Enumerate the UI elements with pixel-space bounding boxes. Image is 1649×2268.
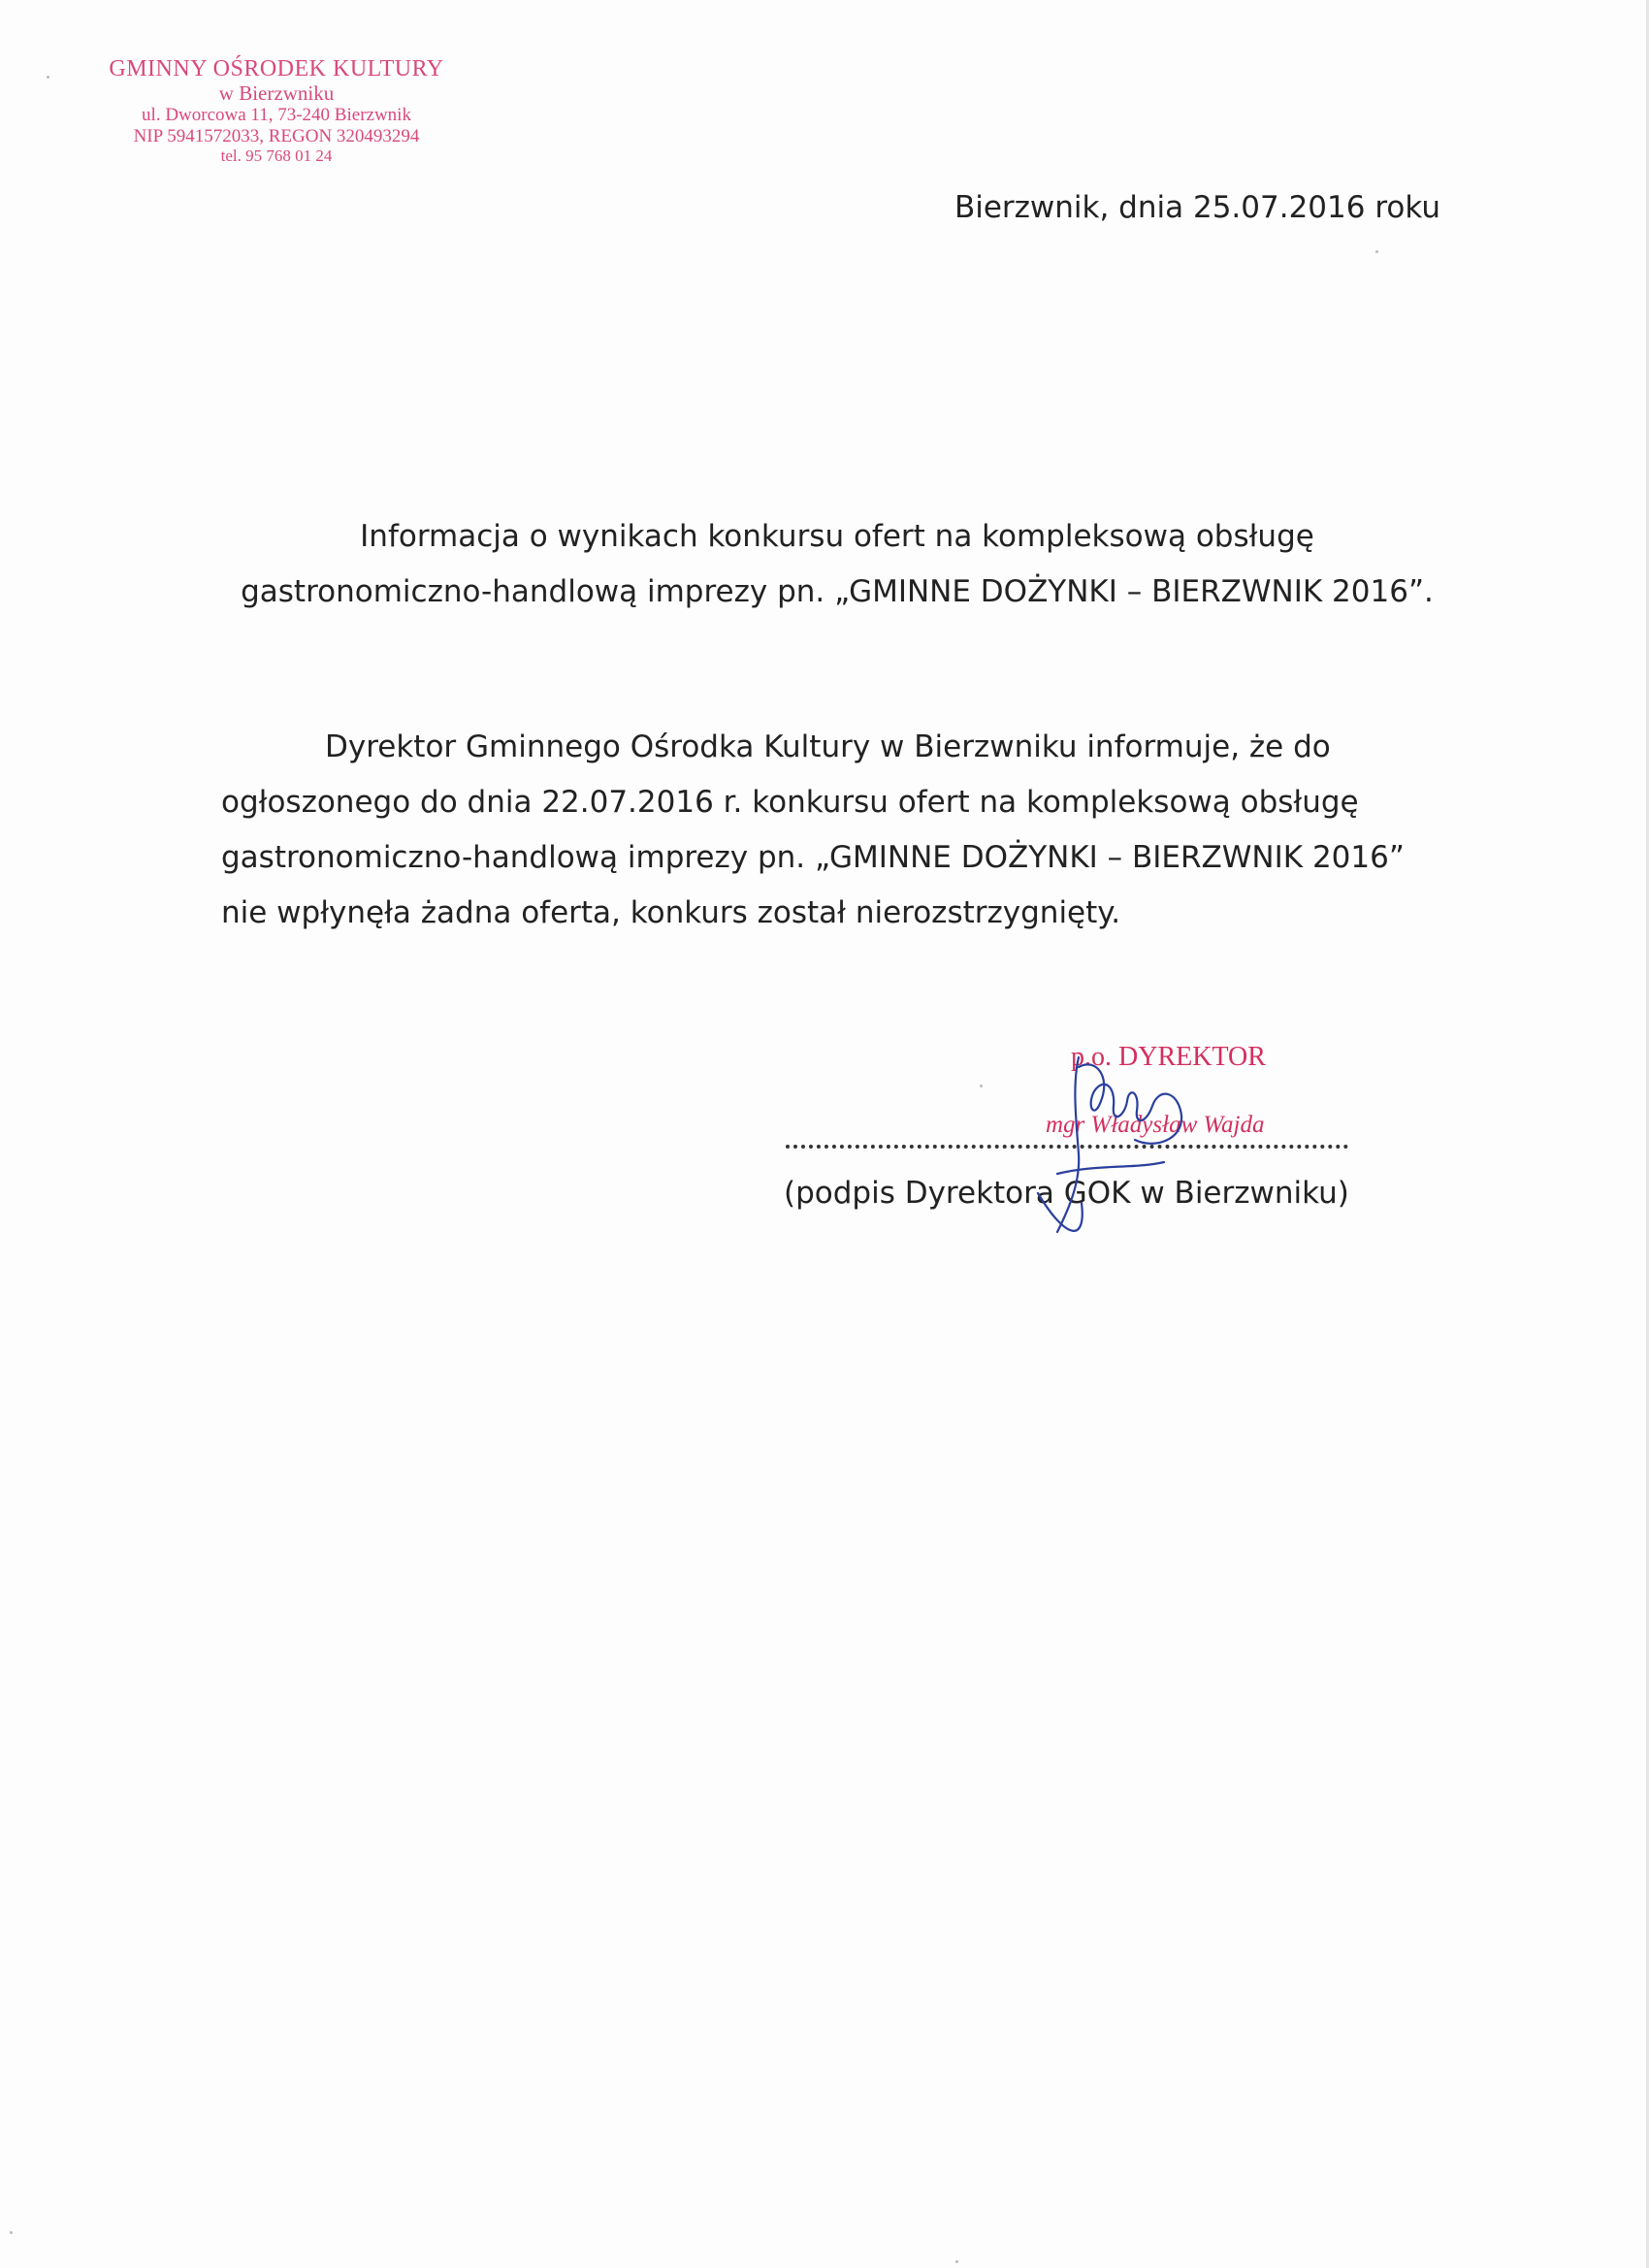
document-title bbox=[221, 509, 1453, 620]
title-line: Informacja o wynikach konkursu ofert na kompleksową obsługę bbox=[360, 519, 1314, 554]
paper-speck bbox=[955, 2260, 958, 2263]
stamp-line-address: ul. Dworcowa 11, 73-240 Bierzwnik bbox=[142, 105, 411, 126]
stamp-line-phone: tel. 95 768 01 24 bbox=[220, 146, 333, 165]
signature-caption: (podpis Dyrektora GOK w Bierzwniku) bbox=[784, 1176, 1349, 1211]
signature-stamp-title: p.o. DYREKTOR bbox=[1071, 1042, 1266, 1072]
signature-stamp-name: mgr Władysław Wajda bbox=[1046, 1112, 1265, 1138]
institution-stamp bbox=[97, 56, 456, 165]
body-paragraph bbox=[221, 720, 1453, 941]
title-line: gastronomiczno-handlową imprezy pn. „GMINNE DOŻYNKI – BIERZWNIK 2016”. bbox=[241, 574, 1434, 609]
body-line: gastronomiczno-handlową imprezy pn. „GMINNE DOŻYNKI – BIERZWNIK 2016” bbox=[221, 840, 1405, 875]
paper-speck bbox=[1375, 250, 1378, 253]
body-line: Dyrektor Gminnego Ośrodka Kultury w Bierzwniku informuje, że do bbox=[325, 729, 1331, 764]
handwritten-signature bbox=[1018, 1048, 1203, 1242]
paper-speck bbox=[47, 76, 49, 79]
date-line: Bierzwnik, dnia 25.07.2016 roku bbox=[954, 190, 1440, 225]
stamp-line-name: GMINNY OŚRODEK KULTURY bbox=[109, 56, 444, 81]
body-line: ogłoszonego do dnia 22.07.2016 r. konkursu ofert na kompleksową obsługę bbox=[221, 785, 1359, 820]
stamp-line-tax-ids: NIP 5941572033, REGON 320493294 bbox=[133, 125, 420, 146]
paper-speck bbox=[980, 1085, 983, 1087]
body-line: nie wpłynęła żadna oferta, konkurs został nierozstrzygnięty. bbox=[221, 895, 1121, 930]
paper-speck bbox=[10, 2231, 13, 2234]
stamp-line-location: w Bierzwniku bbox=[218, 81, 335, 105]
